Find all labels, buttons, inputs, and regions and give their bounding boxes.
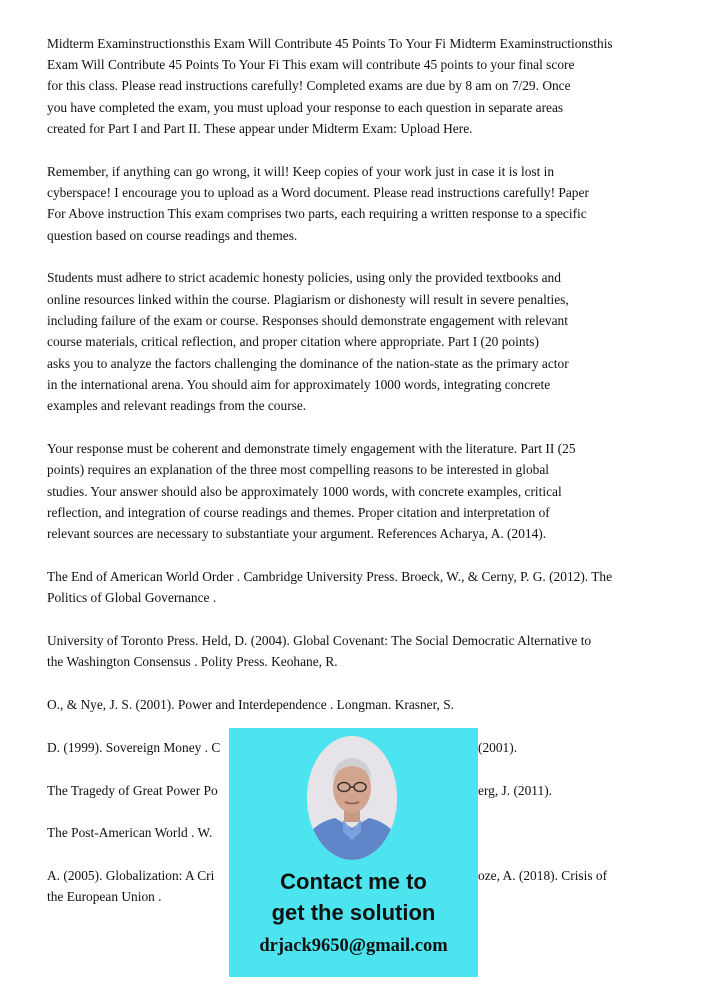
text-line: asks you to analyze the factors challenging the dominance of the nation-state as the primary actor (47, 356, 569, 371)
text-line: course materials, critical reflection, and proper citation where appropriate. Part I (20 points) (47, 334, 539, 349)
text-line: you have completed the exam, you must upload your response to each question in separate areas (47, 100, 564, 115)
text-line: for this class. Please read instructions carefully! Completed exams are due by 8 am on 7/29. Once (47, 78, 571, 93)
text-line: Exam Will Contribute 45 Points To Your Fi This exam will contribute 45 points to your final score (47, 57, 575, 72)
text-line: question based on course readings and themes. (47, 228, 298, 243)
text-line: points) requires an explanation of the three most compelling reasons to be interested in global (47, 462, 550, 477)
contact-promo-banner[interactable] (229, 728, 478, 977)
text-line: The End of American World Order . Cambridge University Press. Broeck, W., & Cerny, P. G. (2012). The (47, 569, 613, 584)
text-line: studies. Your answer should also be approximately 1000 words, with concrete examples, critical (47, 484, 562, 499)
promo-email-link[interactable]: drjack9650@gmail.com (259, 936, 448, 956)
text-line: The Post-American World . W. (47, 825, 213, 840)
text-line: D. (1999). Sovereign Money . C (47, 740, 221, 755)
text-line: Midterm Examinstructionsthis Exam Will Contribute 45 Points To Your Fi Midterm Examinstructionsthis (47, 36, 613, 51)
promo-heading-line-2: get the solution (271, 900, 436, 925)
text-line: Your response must be coherent and demonstrate timely engagement with the literature. Part II (25 (47, 441, 576, 456)
text-line: University of Toronto Press. Held, D. (2004). Global Covenant: The Social Democratic Alternative to (47, 633, 592, 648)
text-line: oze, A. (2018). Crisis of (478, 868, 608, 883)
text-line: online resources linked within the course. Plagiarism or dishonesty will result in severe penalties, (47, 292, 569, 307)
text-line: in the international arena. You should aim for approximately 1000 words, integrating concrete (47, 377, 551, 392)
text-line: For Above instruction This exam comprises two parts, each requiring a written response to a specific (47, 206, 587, 221)
text-line: relevant sources are necessary to substantiate your argument. References Acharya, A. (2014). (47, 526, 547, 541)
text-line: Politics of Global Governance . (47, 590, 217, 605)
text-line: created for Part I and Part II. These appear under Midterm Exam: Upload Here. (47, 121, 473, 136)
avatar (307, 736, 397, 860)
text-line: Students must adhere to strict academic honesty policies, using only the provided textbooks and (47, 270, 561, 285)
text-line: examples and relevant readings from the course. (47, 398, 307, 413)
text-line: including failure of the exam or course. Responses should demonstrate engagement with relevant (47, 313, 568, 328)
text-line: reflection, and integration of course readings and themes. Proper citation and interpretation of (47, 505, 550, 520)
text-line: O., & Nye, J. S. (2001). Power and Interdependence . Longman. Krasner, S. (47, 697, 455, 712)
text-line: the Washington Consensus . Polity Press. Keohane, R. (47, 654, 338, 669)
text-line: The Tragedy of Great Power Po (47, 783, 218, 798)
text-line: the European Union . (47, 889, 162, 904)
text-line: Remember, if anything can go wrong, it will! Keep copies of your work just in case it is lost in (47, 164, 555, 179)
text-line: erg, J. (2011). (478, 783, 553, 798)
person-portrait-icon (307, 736, 397, 860)
text-line: cyberspace! I encourage you to upload as a Word document. Please read instructions carefully! Paper (47, 185, 589, 200)
promo-heading-line-1: Contact me to (280, 869, 427, 894)
text-line: A. (2005). Globalization: A Cri (47, 868, 215, 883)
text-line: (2001). (478, 740, 518, 755)
